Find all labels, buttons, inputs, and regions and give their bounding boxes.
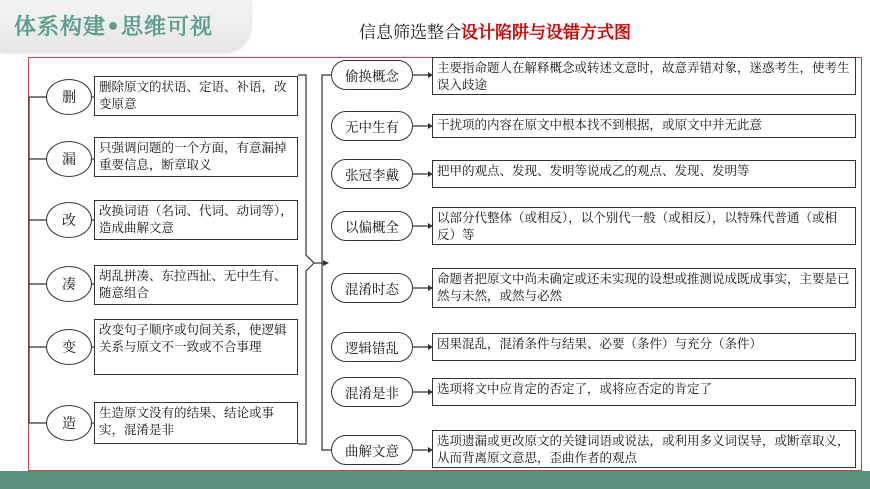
trap-desc-zhangguan-lidai: 把甲的观点、发现、发明等说成乙的观点、发现、发明等 [432, 160, 856, 188]
trap-desc-touhuan-gainian: 主要指命题人在解释概念或转述文意时，故意弄错对象，迷惑考生，使考生误入歧途 [432, 57, 856, 95]
trap-pill-yipian-gaiquan: 以偏概全 [331, 211, 413, 241]
method-circle-cou: 凑 [46, 266, 92, 302]
trap-pill-wuzhong-shengyou: 无中生有 [331, 111, 413, 141]
trap-pill-luoji-cuoluan: 逻辑错乱 [331, 332, 413, 362]
slide-title-prefix: 信息筛选整合 [359, 23, 461, 43]
header-title: 体系构建•思维可视 [14, 15, 214, 40]
method-circle-zao: 造 [46, 405, 92, 441]
method-desc-lou: 只强调问题的一个方面，有意漏掉重要信息，断章取义 [94, 137, 298, 177]
trap-pill-qujie-wenyi: 曲解文意 [331, 435, 413, 465]
method-desc-zao: 生造原文没有的结果、结论或事实，混淆是非 [94, 402, 298, 444]
trap-desc-qujie-wenyi: 选项遗漏或更改原文的关键词语或说法，或利用多义词误导，或断章取义，从而背离原文意思，歪曲作者的观点 [432, 430, 856, 468]
method-circle-lou: 漏 [46, 141, 92, 177]
trap-pill-zhangguan-lidai: 张冠李戴 [331, 159, 413, 189]
trap-desc-luoji-cuoluan: 因果混乱，混淆条件与结果、必要（条件）与充分（条件） [432, 333, 856, 361]
trap-desc-hunxiao-shitai: 命题者把原文中尚未确定或还未实现的设想或推测说成既成事实，主要是已然与未然，或然与必然 [432, 268, 856, 308]
trap-desc-wuzhong-shengyou: 干扰项的内容在原文中根本找不到根据，或原文中并无此意 [432, 114, 856, 138]
method-circle-bian: 变 [46, 329, 92, 365]
footer-bar [0, 471, 870, 489]
trap-pill-hunxiao-shitai: 混淆时态 [331, 273, 413, 303]
method-circle-gai: 改 [46, 202, 92, 238]
trap-pill-hunxiao-shifei: 混淆是非 [331, 377, 413, 407]
method-desc-cou: 胡乱拼凑、东拉西扯、无中生有、随意组合 [94, 265, 298, 305]
slide-title-highlight: 设计陷阱与设错方式图 [461, 23, 631, 43]
slide-title [0, 18, 870, 43]
method-desc-shan: 删除原文的状语、定语、补语，改变原意 [94, 76, 298, 116]
trap-desc-yipian-gaiquan: 以部分代整体（或相反），以个别代一般（或相反），以特殊代普通（或相反）等 [432, 207, 856, 245]
method-desc-bian: 改变句子顺序或句间关系，使逻辑关系与原文不一致或不合事理 [94, 319, 298, 375]
method-desc-gai: 改换词语（名词、代词、动词等），造成曲解文意 [94, 200, 298, 240]
method-circle-shan: 删 [46, 79, 92, 115]
trap-desc-hunxiao-shifei: 选项将文中应肯定的否定了，或将应否定的肯定了 [432, 378, 856, 406]
trap-pill-touhuan-gainian: 偷换概念 [331, 60, 413, 90]
